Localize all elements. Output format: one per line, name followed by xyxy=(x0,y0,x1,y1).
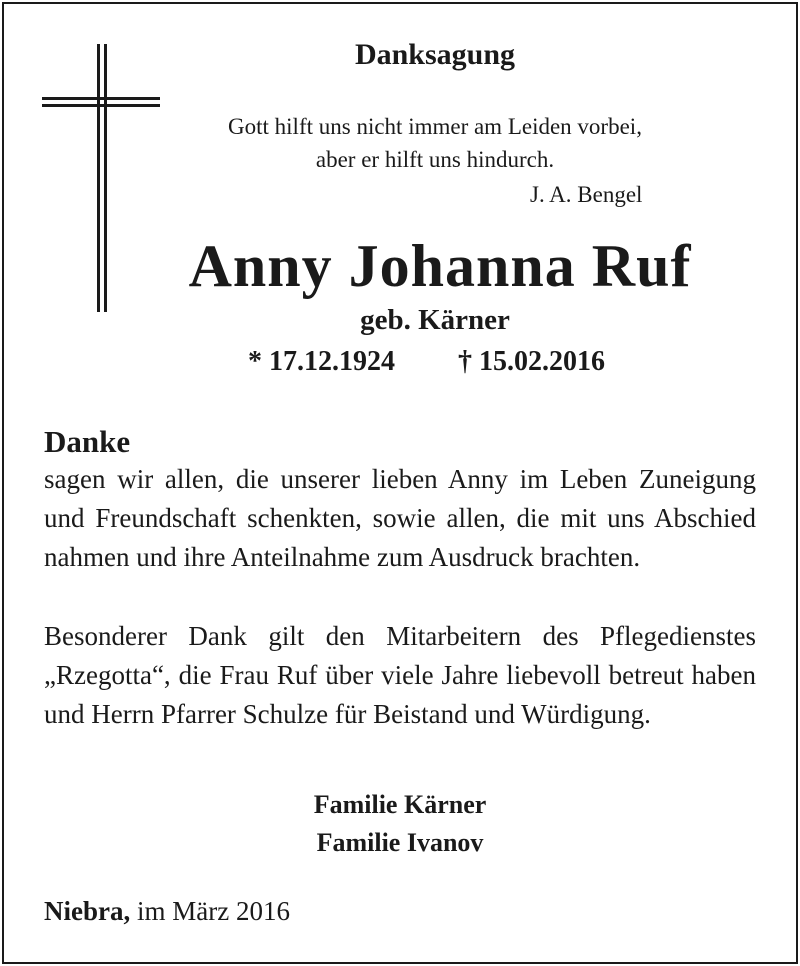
death-date: † 15.02.2016 xyxy=(458,346,605,377)
place-date-line xyxy=(44,896,290,927)
place: Niebra, xyxy=(44,896,131,926)
quote-line-2: aber er hilft uns hindurch. xyxy=(315,147,555,172)
birth-name: geb. Kärner xyxy=(360,304,510,336)
deceased-name: Anny Johanna Ruf xyxy=(188,233,692,299)
date: im März 2016 xyxy=(136,896,290,926)
birth-date: * 17.12.1924 xyxy=(248,346,395,377)
thanks-heading: Danke xyxy=(44,424,131,459)
thanks-paragraph-2: Besonderer Dank gilt den Mitarbeitern des Pflegedienstes „Rzegotta“, die Frau Ruf über viele Jahre liebevoll betreut haben und Herrn Pfarrer Schulze für Beistand und Würdigung. xyxy=(44,621,756,729)
signature-family-1: Familie Kärner xyxy=(313,790,487,819)
signature-family-2: Familie Ivanov xyxy=(316,828,484,857)
thanks-paragraph-1: sagen wir allen, die unserer lieben Anny im Leben Zuneigung und Freundschaft schenkten, sowie allen, die mit uns Abschied nahmen und ihre Anteilnahme zum Ausdruck brachten. xyxy=(44,464,756,572)
notice-title: Danksagung xyxy=(354,38,516,71)
quote-author: J. A. Bengel xyxy=(530,182,643,207)
quote-line-1: Gott hilft uns nicht immer am Leiden vorbei, xyxy=(228,114,642,139)
